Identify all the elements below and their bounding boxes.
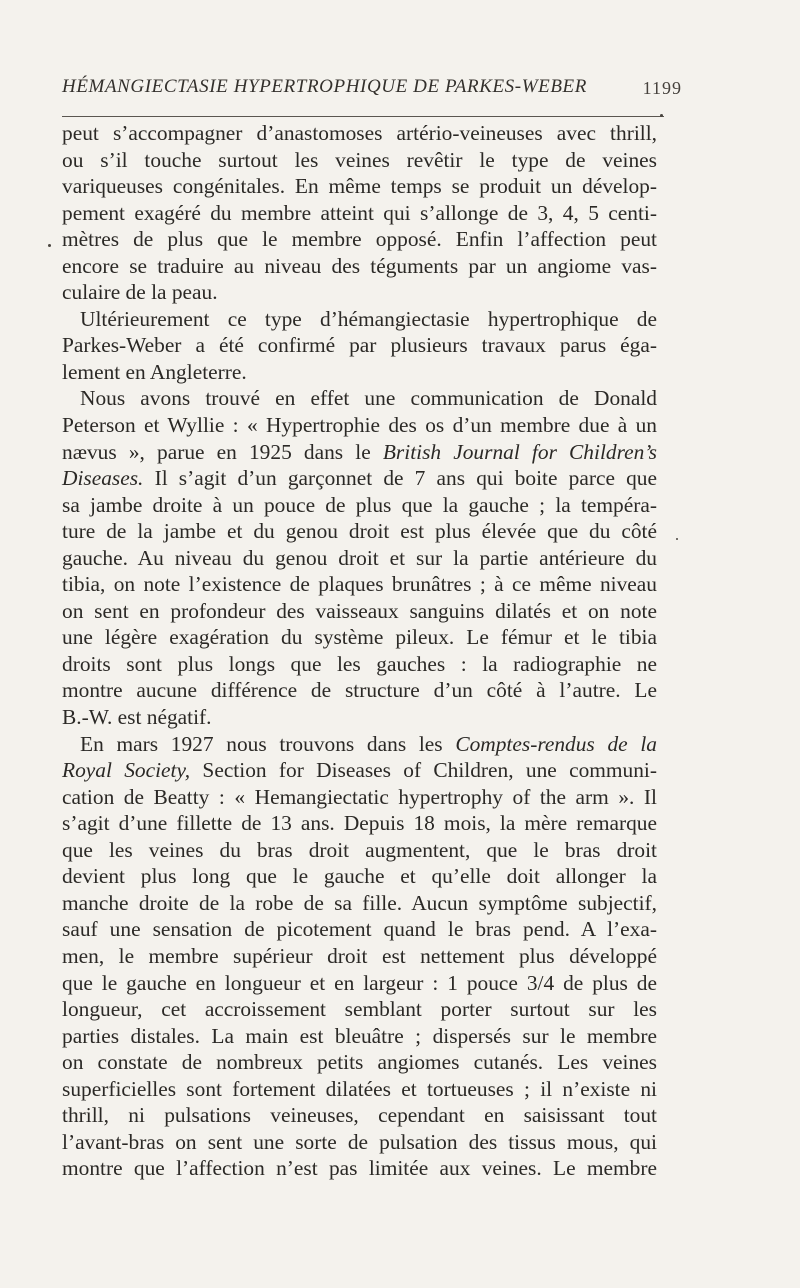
page-number: 1199	[642, 78, 682, 98]
text-line: Parkes-Weber a été confirmé par plusieurs travaux parus éga-	[62, 333, 657, 358]
paragraph-4	[62, 731, 657, 1182]
text-run: En mars 1927 nous trouvons dans les	[80, 731, 456, 756]
text-line	[62, 757, 657, 784]
text-line: que le gauche en longueur et en largeur : 1 pouce 3/4 de plus de	[62, 970, 657, 995]
text-line: longueur, cet accroissement semblant porter surtout sur les	[62, 997, 657, 1022]
text-line: manche droite de la robe de sa fille. Aucun symptôme subjectif,	[62, 890, 657, 915]
text-line	[62, 439, 657, 466]
paragraph-3	[62, 385, 657, 730]
journal-title: British Journal for Children’s	[382, 439, 657, 464]
print-speck	[676, 538, 678, 540]
journal-title: Royal Society,	[62, 758, 191, 783]
page-header	[62, 76, 682, 106]
text-line: s’agit d’une fillette de 13 ans. Depuis 18 mois, la mère remarque	[62, 811, 657, 836]
text-line: Ultérieurement ce type d’hémangiectasie hypertrophique de	[80, 306, 657, 331]
text-line: ou s’il touche surtout les veines revêtir le type de veines	[62, 147, 657, 172]
text-line	[62, 465, 657, 492]
text-line: montre que l’affection n’est pas limitée aux veines. Le membre	[62, 1156, 657, 1181]
text-line: cation de Beatty : « Hemangiectatic hypertrophy of the arm ». Il	[62, 784, 657, 809]
paragraph-2	[62, 306, 657, 386]
journal-title: Diseases.	[62, 466, 144, 491]
text-run: Il s’agit d’un garçonnet de 7 ans qui boite parce que	[143, 466, 657, 491]
text-line: que les veines du bras droit augmentent, que le bras droit	[62, 837, 657, 862]
text-run: Section for Diseases of Children, une communi-	[190, 758, 657, 783]
running-title: HÉMANGIECTASIE HYPERTROPHIQUE DE PARKES-WEBER	[62, 76, 587, 97]
text-line: peut s’accompagner d’anastomoses artério-veineuses avec thrill,	[62, 121, 657, 145]
text-line: droits sont plus longs que les gauches : la radiographie ne	[62, 651, 657, 676]
body-text	[62, 120, 657, 1182]
text-line: Nous avons trouvé en effet une communication de Donald	[80, 386, 657, 411]
text-line: variqueuses congénitales. En même temps se produit un dévelop-	[62, 174, 657, 199]
text-line: men, le membre supérieur droit est nettement plus développé	[62, 943, 657, 968]
text-line: ture de la jambe et du genou droit est plus élevée que du côté	[62, 519, 657, 544]
print-speck	[48, 244, 51, 247]
text-line: tibia, on note l’existence de plaques brunâtres ; à ce même niveau	[62, 572, 657, 597]
text-line: Peterson et Wyllie : « Hypertrophie des os d’un membre due à un	[62, 413, 657, 438]
text-line: parties distales. La main est bleuâtre ; dispersés sur le membre	[62, 1023, 657, 1048]
header-rule	[62, 116, 664, 117]
text-line: thrill, ni pulsations veineuses, cependant en saisissant tout	[62, 1103, 657, 1128]
text-line: on sent en profondeur des vaisseaux sanguins dilatés et on note	[62, 598, 657, 623]
text-line: lement en Angleterre.	[62, 359, 247, 384]
text-line: mètres de plus que le membre opposé. Enfin l’affection peut	[62, 227, 657, 252]
text-line: l’avant-bras on sent une sorte de pulsation des tissus mous, qui	[62, 1129, 657, 1154]
text-line: sauf une sensation de picotement quand le bras pend. A l’exa-	[62, 917, 657, 942]
text-line	[62, 731, 657, 758]
text-line: gauche. Au niveau du genou droit et sur la partie antérieure du	[62, 545, 657, 570]
paragraph-1	[62, 120, 657, 306]
text-line: encore se traduire au niveau des téguments par un angiome vas-	[62, 253, 657, 278]
text-run: nævus », parue en 1925 dans le	[62, 439, 383, 464]
text-line: devient plus long que le gauche et qu’elle doit allonger la	[62, 864, 657, 889]
text-line: superficielles sont fortement dilatées et tortueuses ; il n’existe ni	[62, 1076, 657, 1101]
text-line: montre aucune différence de structure d’un côté à l’autre. Le	[62, 678, 657, 703]
text-line: on constate de nombreux petits angiomes cutanés. Les veines	[62, 1050, 657, 1075]
text-line: B.-W. est négatif.	[62, 705, 212, 730]
text-line: sa jambe droite à un pouce de plus que la gauche ; la tempéra-	[62, 492, 657, 517]
text-line: pement exagéré du membre atteint qui s’allonge de 3, 4, 5 centi-	[62, 200, 657, 225]
text-line: culaire de la peau.	[62, 280, 218, 305]
print-speck	[660, 114, 663, 117]
journal-title: Comptes-rendus de la	[455, 731, 657, 756]
text-line: une légère exagération du système pileux. Le fémur et le tibia	[62, 625, 657, 650]
